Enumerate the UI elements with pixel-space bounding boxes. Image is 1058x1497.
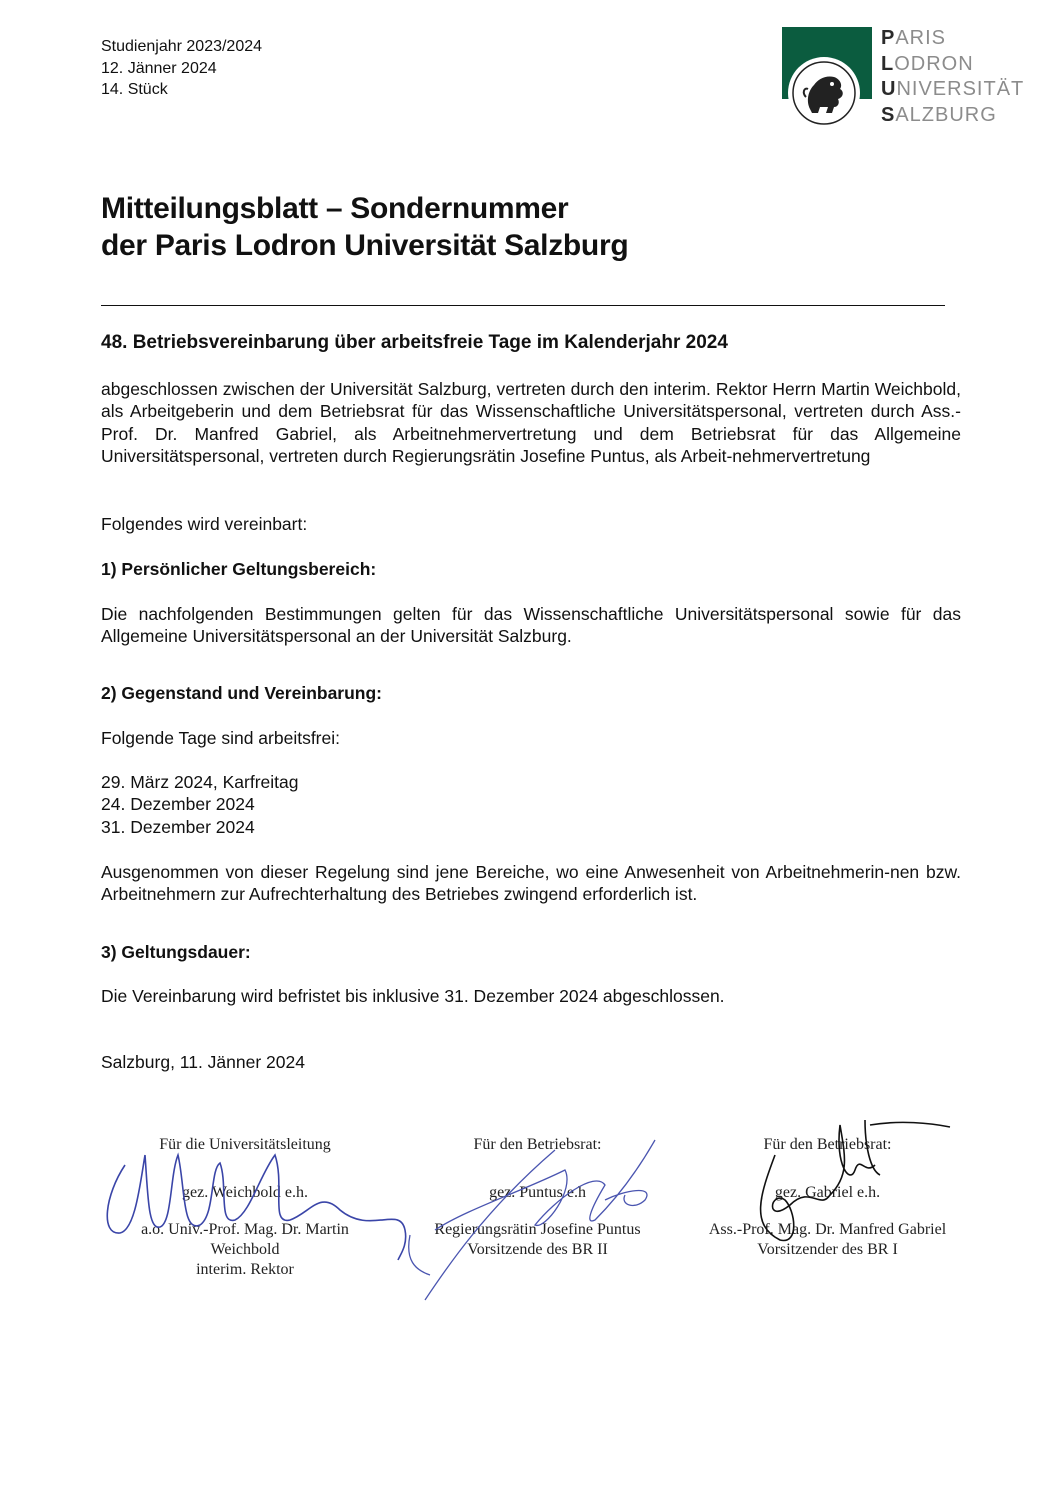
signatory-name: Ass.-Prof. Mag. Dr. Manfred Gabriel — [708, 1221, 947, 1238]
logo-line: LODRON — [881, 52, 974, 75]
title-divider — [101, 305, 945, 306]
signature-for: Für den Betriebsrat: — [763, 1136, 892, 1153]
logo-line: SALZBURG — [881, 103, 997, 126]
logo-line: PARIS — [881, 27, 947, 49]
signatory-name: Weichbold — [210, 1241, 280, 1258]
logo-line: UNIVERSITÄT — [881, 78, 1025, 100]
issue-number: 14. Stück — [101, 81, 168, 98]
signatory-role: Vorsitzende des BR II — [467, 1241, 608, 1258]
section-3-heading: 3) Geltungsdauer: — [101, 942, 251, 962]
university-logo — [782, 27, 1042, 127]
signatory-name: Regierungsrätin Josefine Puntus — [434, 1221, 641, 1238]
signature-signed: gez. Puntus e.h — [489, 1184, 586, 1201]
signatory-name: a.o. Univ.-Prof. Mag. Dr. Martin — [141, 1221, 349, 1238]
free-day-item: 29. März 2024, Karfreitag — [101, 772, 299, 792]
handwritten-signature-weichbold — [100, 1115, 420, 1255]
signature-for: Für den Betriebsrat: — [473, 1136, 602, 1153]
section-2-lead: Folgende Tage sind arbeitsfrei: — [101, 728, 340, 748]
place-and-date: Salzburg, 11. Jänner 2024 — [101, 1052, 305, 1072]
section-1-text: Die nachfolgenden Bestimmungen gelten für das Wissenschaftliche Universitätspersonal sowie für das Allgemeine Universitätspersonal an der Universität Salzburg. — [101, 604, 961, 647]
document-title: Mitteilungsblatt – Sondernummer der Paris Lodron Universität Salzburg — [101, 192, 629, 262]
section-1-heading: 1) Persönlicher Geltungsbereich: — [101, 559, 377, 579]
signatory-role: Vorsitzender des BR I — [757, 1241, 898, 1258]
university-lion-seal-icon — [788, 57, 860, 129]
free-day-item: 24. Dezember 2024 — [101, 794, 255, 815]
intro-paragraph: abgeschlossen zwischen der Universität Salzburg, vertreten durch den interim. Rektor Herrn Martin Weichbold, als Arbeitgeberin und dem Betriebsrat für das Wissenschaftliche Universitätspersonal, vertreten durch Ass.-Prof. Dr. Manfred Gabriel, als Arbeitnehmervertretung und dem Betriebsrat für das Allgemeine Universitätspersonal, vertreten durch Regierungsrätin Josefine Puntus, als Arbeit-nehmervertretung — [101, 379, 961, 466]
signatory-role: interim. Rektor — [196, 1261, 294, 1278]
signature-signed: gez. Weichbold e.h. — [182, 1184, 308, 1201]
issue-meta — [101, 36, 262, 101]
section-2-exception: Ausgenommen von dieser Regelung sind jene Bereiche, wo eine Anwesenheit von Arbeitnehmerin-nen bzw. Arbeitnehmern zur Aufrechterhaltung des Betriebes zwingend erforderlich ist. — [101, 862, 961, 905]
section-2-heading: 2) Gegenstand und Vereinbarung: — [101, 683, 383, 703]
handwritten-signature-puntus — [405, 1130, 675, 1305]
agreed-statement: Folgendes wird vereinbart: — [101, 514, 308, 534]
free-day-item: 31. Dezember 2024 — [101, 816, 255, 837]
logo-wordmark — [881, 26, 1024, 128]
issue-date: 12. Jänner 2024 — [101, 59, 217, 77]
free-days-list — [101, 771, 961, 838]
section-3-text: Die Vereinbarung wird befristet bis inklusive 31. Dezember 2024 abgeschlossen. — [101, 986, 725, 1006]
signature-signed: gez. Gabriel e.h. — [774, 1184, 881, 1201]
academic-year: Studienjahr 2023/2024 — [101, 38, 263, 55]
handwritten-signature-gabriel — [740, 1115, 960, 1245]
signature-for: Für die Universitätsleitung — [159, 1136, 331, 1153]
agreement-title: 48. Betriebsvereinbarung über arbeitsfreie Tage im Kalenderjahr 2024 — [101, 332, 728, 353]
